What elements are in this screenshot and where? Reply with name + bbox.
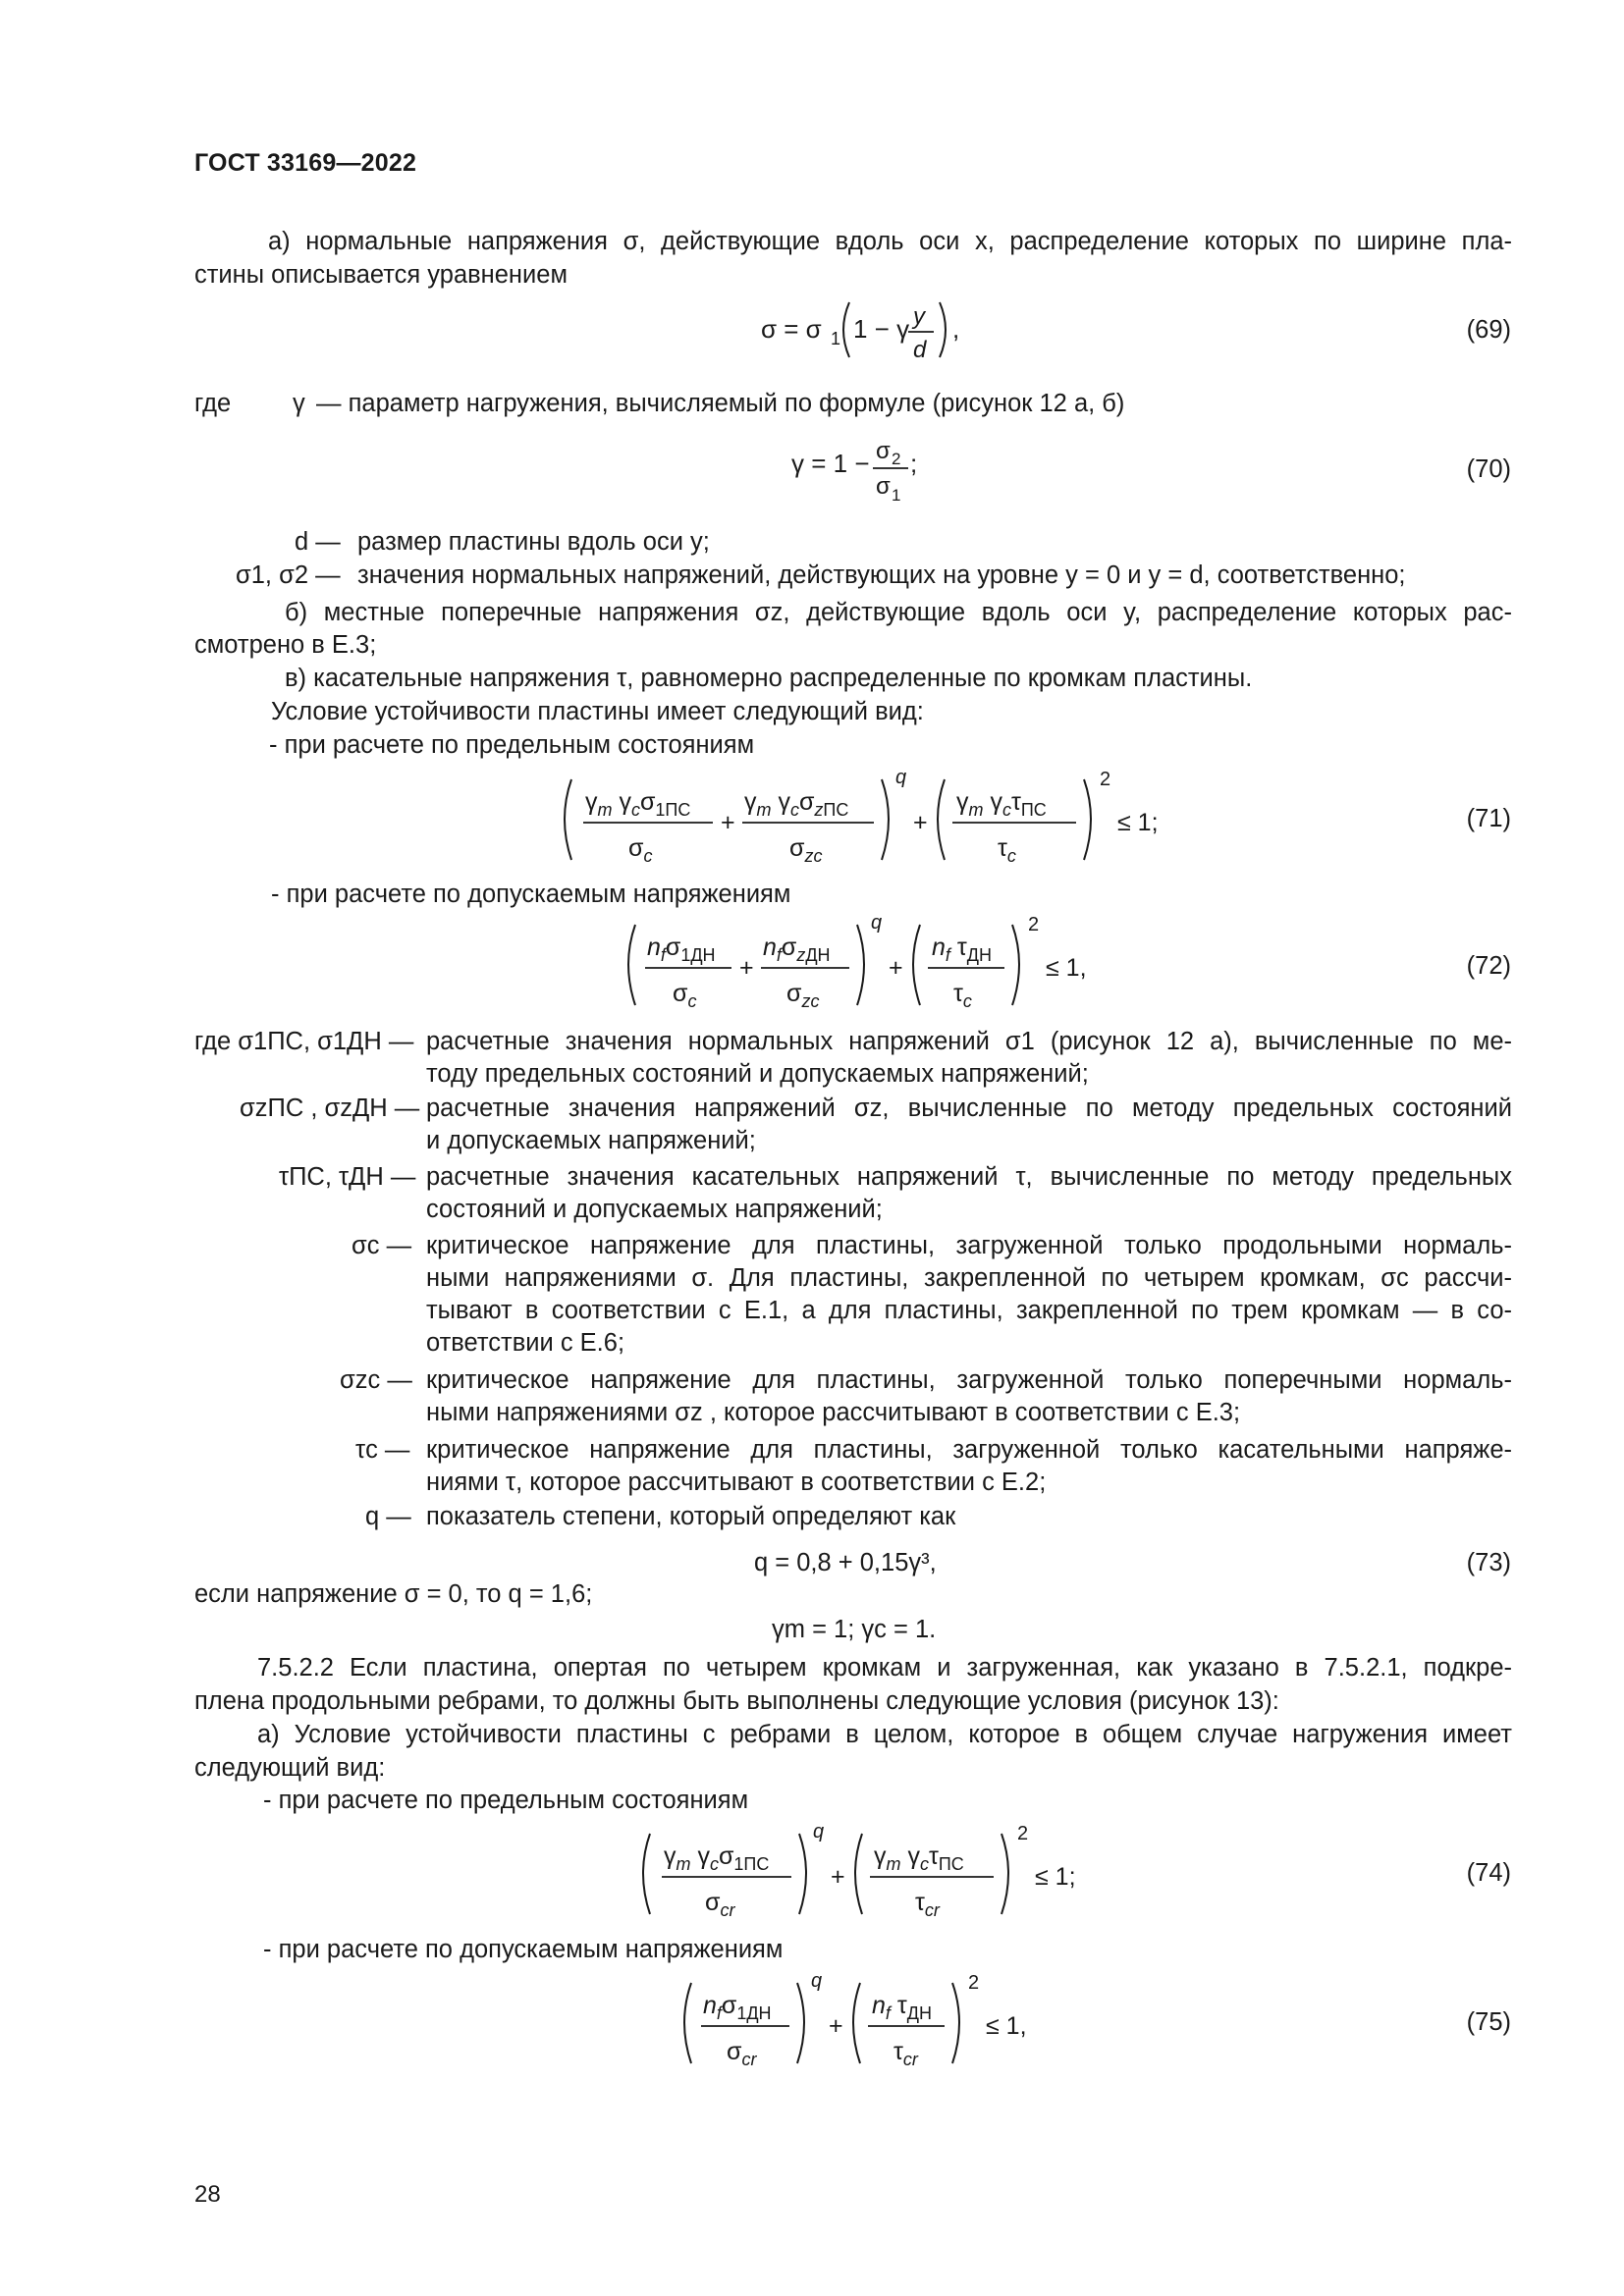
def-sigmazc-label: σzc — xyxy=(340,1366,412,1394)
svg-text:q: q xyxy=(813,1822,825,1842)
eq-number-73: (73) xyxy=(1466,1549,1511,1576)
eq-number-69: (69) xyxy=(1466,316,1511,344)
condition-intro: Условие устойчивости пластины имеет следующий вид: xyxy=(271,698,924,725)
eq-number-70: (70) xyxy=(1466,455,1511,483)
eq71-term2-num: $\gamma_m$ $\gamma_c\sigma_zПС$ xyxy=(744,788,849,820)
svg-text:+: + xyxy=(829,2012,843,2040)
eq75-term2-den: $\tau_{cr}$ xyxy=(893,2038,918,2069)
svg-text:2: 2 xyxy=(1028,914,1040,935)
gamma-symbol: γ xyxy=(293,390,305,417)
eq69-tail: , xyxy=(952,314,960,344)
svg-text:+: + xyxy=(831,1863,845,1891)
def-tau-label: τПС, τДН — xyxy=(279,1163,416,1191)
para-a2-line-1: а) Условие устойчивости пластины с ребрами в целом, которое в общем случае нагружения имеет xyxy=(257,1721,1512,1748)
formula-69 xyxy=(751,291,967,369)
eq-number-74: (74) xyxy=(1466,1859,1511,1887)
def-sigmaz-text: расчетные значения напряжений σz, вычисленные по методу предельных состояний и допускаемых напряжений; xyxy=(426,1095,1512,1154)
eq75-term2-num: $n_f$ $\tau_{ДН}$ xyxy=(872,1992,932,2023)
left-paren xyxy=(843,302,849,357)
eq70-lhs: γ = 1 − xyxy=(791,449,870,478)
allowable-stress-intro-1: - при расчете по допускаемым напряжениям xyxy=(271,881,791,908)
formula-75 xyxy=(677,1971,1051,2079)
svg-text:q: q xyxy=(871,913,883,934)
formula-73: q = 0,8 + 0,15γ³, xyxy=(754,1549,937,1576)
eq74-term1-den: $\sigma_{cr}$ xyxy=(705,1889,735,1920)
eq75-term1-den: $\sigma_{cr}$ xyxy=(727,2038,757,2069)
def-d-text: размер пластины вдоль оси y; xyxy=(357,528,710,556)
eq72-term1-den: $\sigma_c$ xyxy=(673,980,697,1011)
intro-line-1: а) нормальные напряжения σ, действующие вдоль оси x, распределение которых по ширине пла- xyxy=(268,228,1512,255)
eq71-term2-den: $\sigma_{zc}$ xyxy=(789,834,823,866)
def-sigmac-text: критическое напряжение для пластины, загруженной только продольными нормаль- ными напряжениями σ. Для пластины, закрепленной по четырем кромкам, σc рассчи- тывают в соответствии с Е.1, а для пластины, закрепленной по трем кромкам — в со- ответствии с Е.6; xyxy=(426,1232,1512,1357)
eq74-term2-num: $\gamma_m$ $\gamma_c\tau_{ПС}$ xyxy=(874,1842,964,1874)
gde-label: где xyxy=(194,390,232,417)
eq-number-72: (72) xyxy=(1466,952,1511,980)
svg-text:+: + xyxy=(721,809,735,836)
eq74-rel: ≤ 1; xyxy=(1035,1863,1076,1891)
eq70-den: σ xyxy=(876,473,891,500)
def-sigmaz-label: σzПС , σzДН — xyxy=(240,1095,420,1122)
def-tau-text: расчетные значения касательных напряжений τ, вычисленные по методу предельных состояний и допускаемых напряжений; xyxy=(426,1163,1512,1223)
para-b-line-1: б) местные поперечные напряжения σz, действующие вдоль оси y, распределение которых рас- xyxy=(285,599,1512,626)
eq70-den-sub: 1 xyxy=(892,486,901,505)
eq74-term2-den: $\tau_{cr}$ xyxy=(915,1889,940,1920)
eq72-term1-num: $n_f\sigma_{1ДН}$ xyxy=(647,934,716,965)
def-sigma1-label: где σ1ПС, σ1ДН — xyxy=(194,1028,414,1055)
formula-71 xyxy=(558,768,1166,876)
eq69-sub: 1 xyxy=(831,329,841,348)
limit-state-intro-1: - при расчете по предельным состояниям xyxy=(269,731,755,759)
eq74-term1-num: $\gamma_m$ $\gamma_c\sigma_{1ПС}$ xyxy=(664,1842,770,1874)
svg-text:q: q xyxy=(811,1971,823,1992)
eq72-term3-den: $\tau_c$ xyxy=(953,980,972,1011)
eq69-den: d xyxy=(913,337,927,363)
formula-72 xyxy=(622,913,1093,1021)
def-q-text: показатель степени, который определяют как xyxy=(426,1503,956,1530)
allowable-stress-intro-2: - при расчете по допускаемым напряжениям xyxy=(263,1936,784,1963)
def-tauc-label: τc — xyxy=(355,1436,410,1464)
formula-70 xyxy=(785,428,943,510)
def-sigma12-text: значения нормальных напряжений, действующих на уровне y = 0 и y = d, соответственно; xyxy=(357,561,1406,589)
eq70-tail: ; xyxy=(910,449,918,478)
svg-text:+: + xyxy=(889,954,903,982)
eq75-term1-num: $n_f\sigma_{1ДН}$ xyxy=(703,1992,772,2023)
formula-74 xyxy=(636,1822,1078,1930)
svg-text:q: q xyxy=(895,768,907,788)
def-d-label: d — xyxy=(295,528,341,556)
intro-line-2: стины описывается уравнением xyxy=(194,261,568,289)
svg-text:2: 2 xyxy=(1100,769,1111,790)
clause-7522-line-1: 7.5.2.2 Если пластина, опертая по четырем кромкам и загруженная, как указано в 7.5.2.1, подкре- xyxy=(257,1654,1512,1682)
svg-text:+: + xyxy=(739,954,754,982)
gamma-values: γm = 1; γc = 1. xyxy=(772,1616,937,1643)
para-b-line-2: смотрено в Е.3; xyxy=(194,631,377,659)
eq-number-75: (75) xyxy=(1466,2008,1511,2036)
eq71-term3-num: $\gamma_m$ $\gamma_c\tau_{ПС}$ xyxy=(956,788,1047,820)
svg-text:2: 2 xyxy=(1017,1823,1029,1844)
eq69-lhs: σ = σ xyxy=(761,314,822,344)
para-a2-line-2: следующий вид: xyxy=(194,1754,386,1782)
svg-text:2: 2 xyxy=(968,1972,980,1994)
limit-state-intro-2: - при расчете по предельным состояниям xyxy=(263,1787,749,1814)
def-tauc-text: критическое напряжение для пластины, загруженной только касательными напряже- ниями τ, которое рассчитывают в соответствии с Е.2; xyxy=(426,1436,1512,1496)
para-v: в) касательные напряжения τ, равномерно распределенные по кромкам пластины. xyxy=(285,665,1253,692)
clause-7522-line-2: плена продольными ребрами, то должны быть выполнены следующие условия (рисунок 13): xyxy=(194,1687,1279,1715)
gamma-definition: — параметр нагружения, вычисляемый по формуле (рисунок 12 а, б) xyxy=(316,390,1125,417)
def-sigma12-label: σ1, σ2 — xyxy=(236,561,341,589)
eq69-num: y xyxy=(913,303,925,330)
document-header: ГОСТ 33169—2022 xyxy=(194,149,417,177)
eq71-term3-den: $\tau_c$ xyxy=(998,834,1016,866)
eq69-inner: 1 − γ xyxy=(853,314,910,344)
eq-number-71: (71) xyxy=(1466,805,1511,832)
eq75-rel: ≤ 1, xyxy=(986,2012,1027,2040)
eq71-term1-num: $\gamma_m$ $\gamma_c\sigma_{1ПС}$ xyxy=(585,788,691,820)
eq72-term2-den: $\sigma_{zc}$ xyxy=(786,980,820,1011)
eq72-rel: ≤ 1, xyxy=(1046,954,1087,982)
def-sigmac-label: σc — xyxy=(352,1232,412,1259)
def-q-label: q — xyxy=(365,1503,411,1530)
eq71-term1-den: $\sigma_c$ xyxy=(628,834,653,866)
right-paren xyxy=(940,302,946,357)
if-zero-line: если напряжение σ = 0, то q = 1,6; xyxy=(194,1580,593,1608)
eq72-term3-num: $n_f$ $\tau_{ДН}$ xyxy=(932,934,992,965)
eq72-term2-num: $n_f\sigma_zДН$ xyxy=(763,934,831,965)
eq70-num-sub: 2 xyxy=(892,450,901,468)
def-sigma1-text: расчетные значения нормальных напряжений σ1 (рисунок 12 а), вычисленные по ме- тоду предельных состояний и допускаемых напряжений; xyxy=(426,1028,1512,1088)
svg-text:+: + xyxy=(913,809,928,836)
page-number: 28 xyxy=(194,2181,221,2208)
eq71-rel: ≤ 1; xyxy=(1117,809,1159,836)
eq70-num: σ xyxy=(876,438,891,464)
def-sigmazc-text: критическое напряжение для пластины, загруженной только поперечными нормаль- ными напряжениями σz , которое рассчитывают в соответствии с Е.3; xyxy=(426,1366,1512,1426)
